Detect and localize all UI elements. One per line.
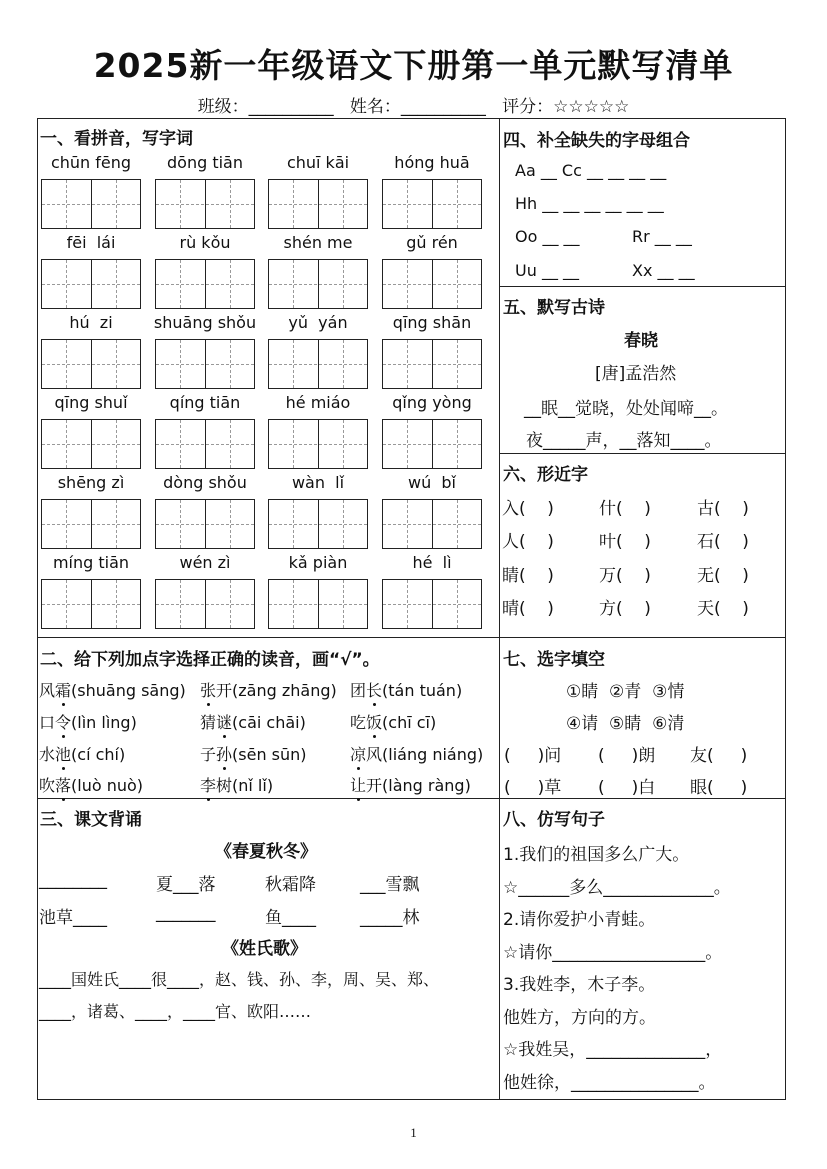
writing-box[interactable]: [382, 179, 482, 229]
similar-char-item: 人( ): [502, 532, 554, 552]
writing-box[interactable]: [268, 579, 368, 629]
item-char: 团: [350, 681, 367, 700]
item-char: 子: [200, 745, 217, 764]
letter-line: Oo __ __: [515, 227, 580, 246]
fill-item: 眼( ): [690, 778, 748, 798]
pinyin-label: dòng shǒu: [163, 473, 247, 492]
dotted-char: 长: [366, 678, 382, 701]
divider: [37, 798, 786, 799]
pinyin-options[interactable]: (sēn sūn): [232, 745, 307, 764]
reading-item: [200, 773, 273, 796]
similar-char-item: 天( ): [697, 599, 749, 619]
item-char: 水: [39, 745, 56, 764]
pinyin-options[interactable]: (lìn lìng): [71, 713, 137, 732]
reading-item: [350, 678, 462, 701]
pinyin-label: qīng shuǐ: [54, 393, 128, 412]
sentence-line: 3.我姓李，木子李。: [503, 975, 656, 995]
writing-box[interactable]: [155, 259, 255, 309]
dotted-char: 池: [55, 742, 71, 765]
pinyin-options[interactable]: (cāi chāi): [232, 713, 306, 732]
sentence-line: ☆______多么_____________。: [503, 877, 731, 898]
choice-options: ④请 ⑤睛 ⑥清: [566, 714, 685, 734]
page-number: 1: [410, 1125, 417, 1140]
divider: [499, 286, 786, 287]
dotted-char: 霜: [55, 678, 71, 701]
pinyin-label: hé miáo: [285, 393, 351, 412]
item-char: 风: [39, 681, 56, 700]
similar-char-item: 晴( ): [502, 599, 554, 619]
page-title: 2025新一年级语文下册第一单元默写清单: [93, 46, 734, 85]
similar-char-item: 无( ): [697, 566, 749, 586]
choice-options: ①睛 ②青 ③情: [566, 682, 685, 702]
pinyin-options[interactable]: 开(làng ràng): [366, 776, 471, 795]
pinyin-options[interactable]: (luò nuò): [71, 776, 144, 795]
recite-blank: 池草____: [39, 908, 107, 928]
writing-box[interactable]: [41, 579, 141, 629]
writing-box[interactable]: [268, 499, 368, 549]
pinyin-options[interactable]: (tán tuán): [382, 681, 463, 700]
writing-box[interactable]: [41, 179, 141, 229]
writing-box[interactable]: [268, 259, 368, 309]
similar-char-item: 方( ): [599, 599, 651, 619]
pinyin-options[interactable]: 风(liáng niáng): [366, 745, 484, 764]
letter-line: Aa __ Cc __ __ __ __: [515, 161, 667, 180]
poem-title-2: 《姓氏歌》: [222, 939, 307, 959]
recite-blank: _______: [156, 903, 216, 923]
pinyin-label: shén me: [283, 233, 353, 252]
similar-char-item: 睛( ): [502, 566, 554, 586]
writing-box[interactable]: [382, 579, 482, 629]
reading-item: [39, 710, 137, 733]
divider: [499, 453, 786, 454]
reading-item: [200, 710, 306, 733]
fill-item: ( )白: [598, 778, 656, 798]
sentence-line: 1.我们的祖国多么广大。: [503, 845, 690, 865]
section-2-heading: 二、给下列加点字选择正确的读音，画“√”。: [40, 650, 380, 670]
poem-line: 夜_____声，__落知____。: [526, 431, 722, 451]
pinyin-label: fēi lái: [66, 233, 116, 252]
writing-box[interactable]: [382, 259, 482, 309]
recite-line: ____，诸葛、____，____官、欧阳……: [39, 1002, 312, 1021]
writing-box[interactable]: [155, 179, 255, 229]
pinyin-label: hé lì: [412, 553, 452, 572]
similar-char-item: 什( ): [599, 499, 651, 519]
recite-line: ____国姓氏____很____，赵、钱、孙、李，周、吴、郑、: [39, 970, 440, 989]
pinyin-label: wén zì: [179, 553, 231, 572]
section-4-heading: 四、补全缺失的字母组合: [503, 131, 690, 151]
reading-item: [350, 773, 471, 796]
dotted-char: 李: [200, 773, 216, 796]
similar-char-item: 叶( ): [599, 532, 651, 552]
reading-item: [39, 773, 143, 796]
sentence-line: 2.请你爱护小青蛙。: [503, 910, 656, 930]
pinyin-label: shuāng shǒu: [153, 313, 257, 332]
section-5-heading: 五、默写古诗: [503, 298, 605, 318]
recite-blank: 秋霜降: [265, 875, 316, 895]
writing-box[interactable]: [41, 419, 141, 469]
divider: [37, 637, 786, 638]
pinyin-options[interactable]: 开(zāng zhāng): [216, 681, 337, 700]
pinyin-label: hóng huā: [394, 153, 470, 172]
pinyin-label: qīng shān: [392, 313, 472, 332]
dotted-char: 落: [55, 773, 71, 796]
dotted-char: 谜: [216, 710, 232, 733]
pinyin-options[interactable]: (chī cī): [382, 713, 437, 732]
item-char: 吃: [350, 713, 367, 732]
similar-char-item: 入( ): [502, 499, 554, 519]
pinyin-label: kǎ piàn: [288, 553, 348, 572]
recite-blank: 夏___落: [156, 875, 216, 895]
dotted-char: 让: [350, 773, 366, 796]
writing-box[interactable]: [382, 499, 482, 549]
dotted-char: 张: [200, 678, 216, 701]
section-8-heading: 八、仿写句子: [503, 810, 605, 830]
pinyin-label: chūn fēng: [50, 153, 132, 172]
writing-box[interactable]: [382, 419, 482, 469]
reading-item: [39, 678, 186, 701]
recite-blank: 鱼____: [265, 908, 316, 928]
item-char: 口: [39, 713, 56, 732]
item-char: 吹: [39, 776, 56, 795]
pinyin-label: shēng zì: [57, 473, 125, 492]
sentence-line: 他姓方，方向的方。: [503, 1007, 656, 1028]
pinyin-label: qíng tiān: [169, 393, 241, 412]
writing-box[interactable]: [41, 499, 141, 549]
pinyin-label: dōng tiān: [167, 153, 243, 172]
writing-box[interactable]: [155, 339, 255, 389]
section-7-heading: 七、选字填空: [503, 650, 605, 670]
pinyin-label: chuī kāi: [286, 153, 350, 172]
info-line: 班级：__________ 姓名：__________ 评分：☆☆☆☆☆: [197, 97, 630, 117]
pinyin-options[interactable]: (cí chí): [71, 745, 126, 764]
item-char: 猜: [200, 713, 217, 732]
letter-line: Xx __ __: [632, 261, 695, 280]
fill-item: 友( ): [690, 746, 748, 766]
dotted-char: 饭: [366, 710, 382, 733]
writing-box[interactable]: [382, 339, 482, 389]
similar-char-item: 石( ): [697, 532, 749, 552]
fill-item: ( )草: [504, 778, 562, 798]
dotted-char: 令: [55, 710, 71, 733]
writing-box[interactable]: [155, 419, 255, 469]
pinyin-label: gǔ rén: [406, 233, 458, 252]
letter-line: Rr __ __: [632, 227, 692, 246]
writing-box[interactable]: [155, 579, 255, 629]
writing-box[interactable]: [41, 259, 141, 309]
pinyin-label: míng tiān: [52, 553, 130, 572]
reading-item: [39, 742, 125, 765]
poem-title-1: 《春夏秋冬》: [215, 842, 317, 862]
pinyin-label: hú zi: [69, 313, 113, 332]
recite-blank: _____林: [360, 908, 420, 928]
reading-item: [350, 710, 436, 733]
sentence-line: ☆我姓吴，______________，: [503, 1040, 723, 1060]
sentence-line: ☆请你__________________。: [503, 942, 723, 963]
column-divider: [499, 118, 500, 1100]
dotted-char: 凉: [350, 742, 366, 765]
writing-box[interactable]: [41, 339, 141, 389]
letter-line: Hh __ __ __ __ __ __: [515, 194, 664, 213]
sentence-line: 他姓徐，_______________。: [503, 1072, 716, 1093]
reading-item: [200, 742, 307, 765]
writing-box[interactable]: [268, 419, 368, 469]
poem-line: __眠__觉晓，处处闻啼__。: [524, 399, 728, 419]
pinyin-label: yǔ yán: [288, 313, 348, 332]
recite-blank: ________: [39, 870, 107, 890]
pinyin-label: wú bǐ: [408, 473, 456, 492]
writing-box[interactable]: [155, 499, 255, 549]
writing-box[interactable]: [268, 179, 368, 229]
similar-char-item: 古( ): [697, 499, 749, 519]
recite-blank: ___雪飘: [360, 875, 420, 895]
pinyin-options[interactable]: (shuāng sāng): [71, 681, 186, 700]
similar-char-item: 万( ): [599, 566, 651, 586]
fill-item: ( )问: [504, 746, 562, 766]
fill-item: ( )朗: [598, 746, 656, 766]
pinyin-label: qǐng yòng: [392, 393, 472, 412]
pinyin-options[interactable]: 树(nǐ lǐ): [216, 776, 274, 795]
section-6-heading: 六、形近字: [503, 465, 588, 485]
writing-box[interactable]: [268, 339, 368, 389]
reading-item: [200, 678, 337, 701]
pinyin-label: wàn lǐ: [291, 473, 345, 492]
pinyin-label: rù kǒu: [179, 233, 231, 252]
poem-title: 春晓: [624, 331, 658, 351]
reading-item: [350, 742, 483, 765]
poem-author: [唐]孟浩然: [595, 364, 677, 384]
section-3-heading: 三、课文背诵: [40, 810, 142, 830]
section-1-heading: 一、看拼音，写字词: [40, 129, 193, 149]
dotted-char: 孙: [216, 742, 232, 765]
letter-line: Uu __ __: [515, 261, 580, 280]
